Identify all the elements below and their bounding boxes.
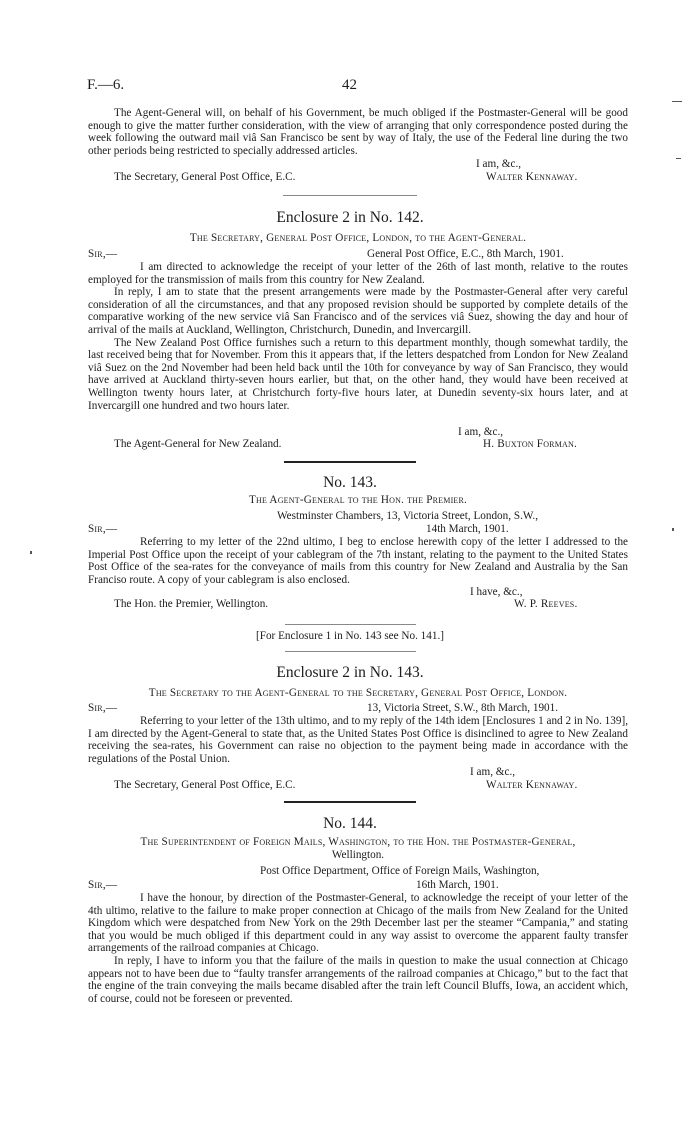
letter-address: 13, Victoria Street, S.W., 8th March, 1901. — [367, 702, 559, 714]
document-reference: F.—6. — [87, 77, 125, 93]
letter-date: 16th March, 1901. — [416, 879, 499, 891]
paragraph: I have the honour, by direction of the Postmaster-General, to acknowledge the receipt of your letter of the 4th ultimo, relative to the failure to make proper connection at Chicago of the mails from New Zealand for the United Kingdom which were despatched from New York on the 29th December last per the steamer “Campania,” and stating that you would be much obliged if this department could in any way assist to overcome the apparent faulty transfer arrangements of the railroad companies at Chicago. — [88, 892, 628, 955]
paragraph: In reply, I have to inform you that the failure of the mails in question to make the usual connection at Chicago appears not to have been due to “faulty transfer arrangements of the railroad companies at Chicago,” but to the fact that the engine of the train conveying the mails became disabled after the train left Council Bluffs, Iowa, an accident which, of course, could not be foreseen or prevented. — [88, 954, 628, 1005]
letter-body — [88, 715, 628, 765]
section-subtitle: The Agent-General to the Hon. the Premier. — [248, 494, 468, 506]
letter-address: General Post Office, E.C., 8th March, 1901. — [367, 248, 564, 260]
letter-address: Westminster Chambers, 13, Victoria Street, London, S.W., — [277, 510, 538, 522]
letter-body — [88, 261, 628, 412]
section-title: No. 144. — [323, 815, 377, 832]
section-subtitle: The Secretary, General Post Office, London, to the Agent-General. — [189, 232, 527, 244]
letter-closing: I am, &c., — [476, 158, 522, 170]
cross-reference-note: [For Enclosure 1 in No. 143 see No. 141.] — [256, 630, 444, 642]
margin-mark — [30, 551, 32, 554]
letter-body — [88, 536, 628, 586]
margin-mark — [672, 101, 682, 102]
paragraph: Referring to your letter of the 13th ultimo, and to my reply of the 14th idem [Enclosures 1 and 2 in No. 139], I am directed by the Agent-General to state that, as the United States Post Office is disinclined to agree to New Zealand receiving the sea-rates, his Government can raise no objection to the payment being made in accordance with the regulations of the Postal Union. — [88, 715, 628, 765]
letter-signature: Walter Kennaway. — [486, 779, 578, 791]
letter-signature: H. Buxton Forman. — [483, 438, 577, 450]
margin-mark — [676, 158, 681, 159]
section-title: Enclosure 2 in No. 143. — [276, 664, 424, 681]
section-title: Enclosure 2 in No. 142. — [276, 209, 424, 226]
section-subtitle: The Secretary to the Agent-General to the Secretary, General Post Office, London. — [148, 687, 568, 699]
section-subtitle-place: Wellington. — [331, 849, 385, 861]
letter-addressee: The Hon. the Premier, Wellington. — [114, 598, 269, 610]
section-divider — [285, 651, 416, 652]
section-title: No. 143. — [323, 474, 377, 491]
letter-closing: I am, &c., — [470, 766, 516, 778]
salutation: Sir,— — [88, 523, 118, 535]
section-divider — [284, 461, 416, 463]
section-divider — [285, 624, 416, 625]
letter-addressee: The Secretary, General Post Office, E.C. — [114, 779, 296, 791]
salutation: Sir,— — [88, 702, 118, 714]
letter-address: Post Office Department, Office of Foreign Mails, Washington, — [260, 865, 540, 877]
letter-signature: Walter Kennaway. — [486, 171, 578, 183]
paragraph: I am directed to acknowledge the receipt of your letter of the 26th of last month, relative to the routes employed for the transmission of mails from this country for New Zealand. — [88, 261, 628, 286]
letter-date: 14th March, 1901. — [426, 523, 509, 535]
paragraph: In reply, I am to state that the present arrangements were made by the Postmaster-General after very careful consideration of all the circumstances, and that any proposed revision should be supported by complete details of the comparative working of the new service viâ San Francisco and of the services viâ Suez, showing the day and hour of arrival of the mails at Auckland, Wellington, Christchurch, Dunedin, and Invercargill. — [88, 286, 628, 336]
letter-body — [88, 107, 628, 157]
margin-mark — [672, 528, 674, 531]
paragraph: The New Zealand Post Office furnishes such a return to this department monthly, though somewhat tardily, the last received being that for November. From this it appears that, if the letters despatched from London for New Zealand viâ Suez on the 2nd November had been held back until the 10th for conveyance by way of San Francisco, they would have arrived at Auckland thirty-seven hours earlier, but that, on the other hand, they would have been received at Wellington twenty hours later, at Christchurch forty-five hours later, at Dunedin seventy-six hours later, and at Invercargill one hundred and two hours later. — [88, 336, 628, 412]
letter-closing: I am, &c., — [458, 426, 504, 438]
letter-addressee: The Agent-General for New Zealand. — [114, 438, 282, 450]
letter-addressee: The Secretary, General Post Office, E.C. — [114, 171, 296, 183]
section-divider — [284, 801, 416, 803]
section-subtitle: The Superintendent of Foreign Mails, Washington, to the Hon. the Postmaster-General, — [140, 836, 576, 848]
letter-body — [88, 892, 628, 1005]
paragraph: The Agent-General will, on behalf of his Government, be much obliged if the Postmaster-General will be good enough to give the matter further consideration, with the view of arranging that only correspondence posted during the week following the outward mail viâ San Francisco be sent by way of Italy, the use of the Federal line during the two other periods being restricted to specially addressed articles. — [88, 107, 628, 157]
page-number: 42 — [342, 77, 357, 93]
section-divider — [283, 195, 417, 196]
letter-signature: W. P. Reeves. — [514, 598, 578, 610]
letter-closing: I have, &c., — [470, 586, 523, 598]
salutation: Sir,— — [88, 248, 118, 260]
salutation: Sir,— — [88, 879, 118, 891]
paragraph: Referring to my letter of the 22nd ultimo, I beg to enclose herewith copy of the letter I addressed to the Imperial Post Office upon the receipt of your cablegram of the 7th instant, relating to the payment to the United States Post Office of the sea-rates for the conveyance of mails from this country for New Zealand and Australia by the San Franciso route. A copy of your cablegram is also enclosed. — [88, 536, 628, 586]
